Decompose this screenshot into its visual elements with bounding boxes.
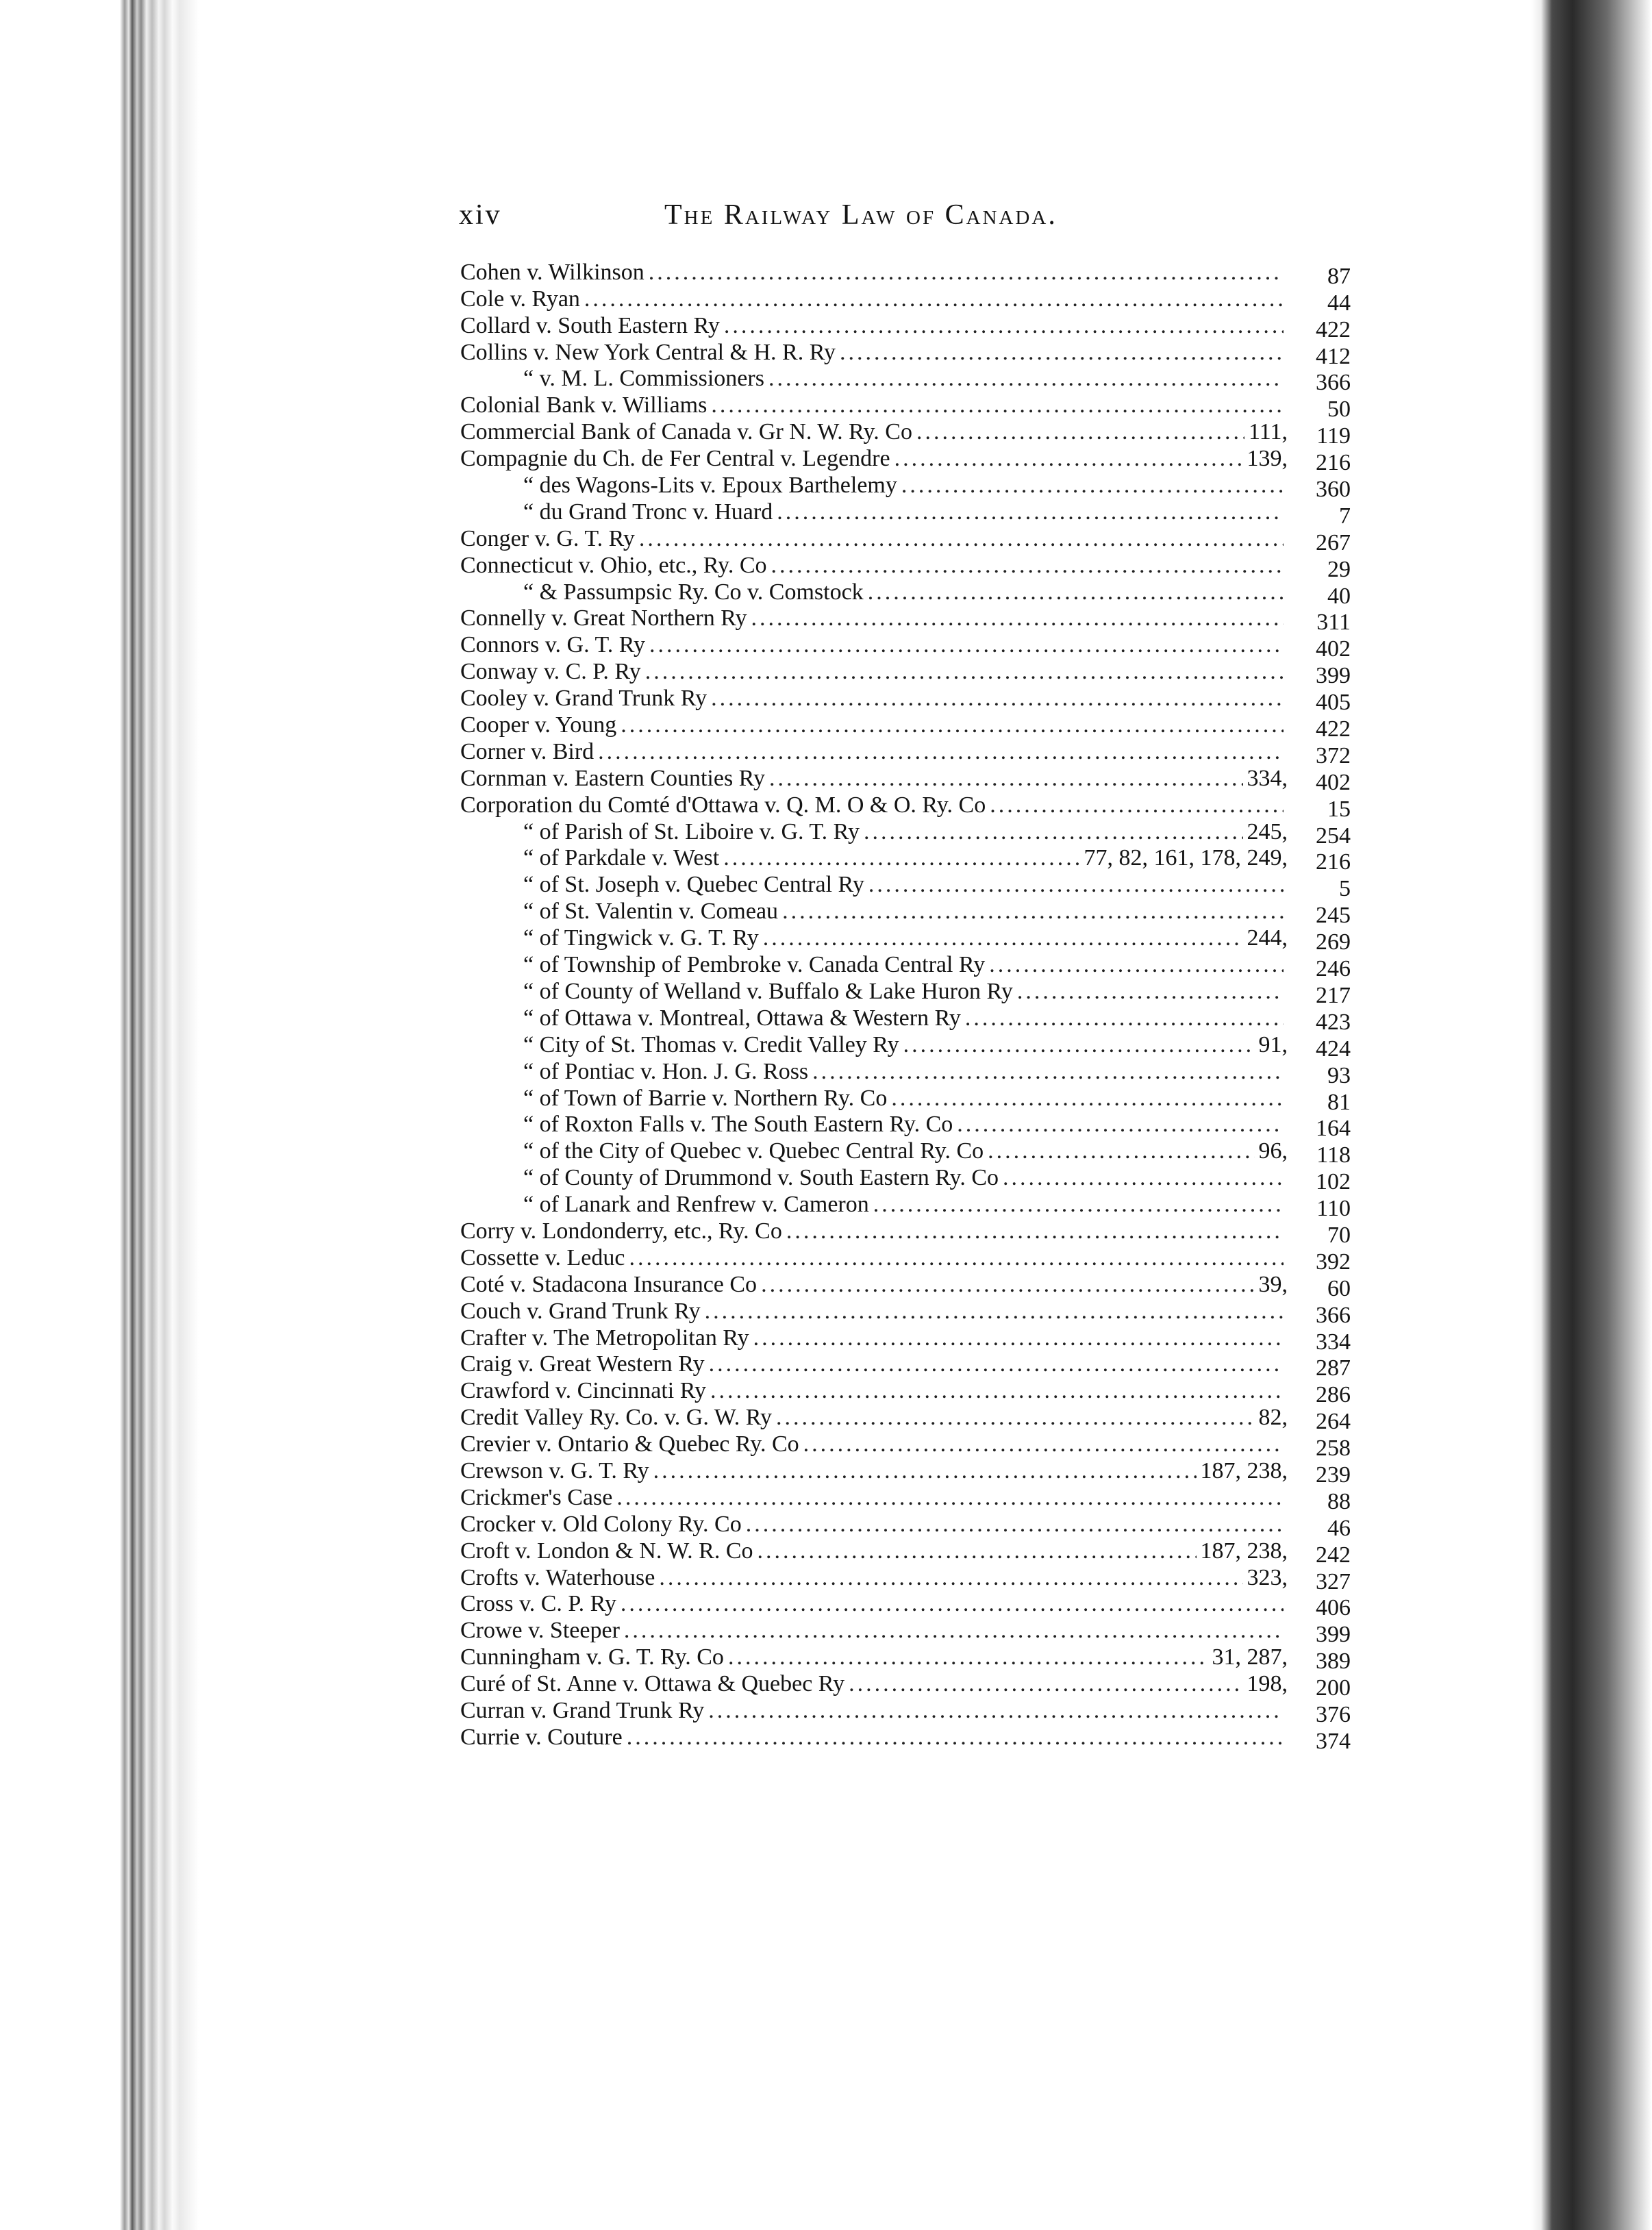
index-entry bbox=[460, 765, 1351, 795]
index-entry bbox=[460, 1431, 1351, 1462]
index-entry bbox=[460, 738, 1351, 768]
case-name: Cole v. Ryan bbox=[460, 286, 580, 312]
final-page-reference: 366 bbox=[1316, 370, 1351, 396]
index-entry bbox=[460, 1377, 1351, 1408]
index-entry bbox=[460, 658, 1351, 689]
final-page-reference: 389 bbox=[1316, 1649, 1351, 1675]
page-references: 91, bbox=[1258, 1031, 1288, 1057]
case-name: “ of Parish of St. Liboire v. G. T. Ry bbox=[523, 818, 860, 844]
case-name: Compagnie du Ch. de Fer Central v. Legendre bbox=[460, 446, 890, 472]
case-name: Crawford v. Cincinnati Ry bbox=[460, 1378, 707, 1404]
final-page-reference: 423 bbox=[1316, 1009, 1351, 1035]
index-entry bbox=[460, 631, 1351, 662]
case-name: “ des Wagons-Lits v. Epoux Barthelemy bbox=[523, 473, 897, 499]
dot-leader bbox=[1003, 1165, 1284, 1191]
final-page-reference: 46 bbox=[1327, 1515, 1351, 1541]
final-page-reference: 424 bbox=[1316, 1036, 1351, 1062]
dot-leader bbox=[803, 1431, 1284, 1457]
dot-leader bbox=[627, 1725, 1284, 1751]
dot-leader bbox=[711, 686, 1284, 712]
index-entry bbox=[460, 1591, 1351, 1621]
dot-leader bbox=[957, 1112, 1284, 1138]
case-name: Collard v. South Eastern Ry bbox=[460, 312, 720, 338]
index-entry bbox=[460, 712, 1351, 742]
page-references: 187, 238, bbox=[1200, 1538, 1288, 1564]
final-page-reference: 239 bbox=[1316, 1462, 1351, 1488]
dot-leader bbox=[768, 366, 1284, 392]
index-entry bbox=[460, 605, 1351, 636]
case-name: Conger v. G. T. Ry bbox=[460, 525, 635, 551]
final-page-reference: 392 bbox=[1316, 1249, 1351, 1275]
final-page-reference: 254 bbox=[1316, 823, 1351, 849]
final-page-reference: 217 bbox=[1316, 982, 1351, 1008]
dot-leader bbox=[649, 632, 1284, 658]
final-page-reference: 81 bbox=[1327, 1089, 1351, 1115]
case-name: Crowe v. Steeper bbox=[460, 1618, 620, 1644]
case-name: Couch v. Grand Trunk Ry bbox=[460, 1298, 701, 1324]
dot-leader bbox=[990, 792, 1284, 818]
final-page-reference: 50 bbox=[1327, 397, 1351, 423]
page-references: 198, bbox=[1247, 1671, 1288, 1697]
dot-leader bbox=[639, 526, 1284, 552]
page-references: 245, bbox=[1247, 818, 1288, 844]
dot-leader bbox=[840, 340, 1284, 366]
index-entry bbox=[460, 339, 1351, 369]
index-entry bbox=[460, 792, 1351, 822]
index-entry bbox=[460, 552, 1351, 582]
final-page-reference: 245 bbox=[1316, 903, 1351, 929]
case-name: “ City of St. Thomas v. Credit Valley Ry bbox=[523, 1031, 899, 1057]
dot-leader bbox=[753, 1325, 1284, 1351]
final-page-reference: 360 bbox=[1316, 477, 1351, 503]
case-name: “ of County of Welland v. Buffalo & Lake Huron Ry bbox=[523, 978, 1013, 1004]
dot-leader bbox=[621, 1591, 1284, 1617]
dot-leader bbox=[629, 1245, 1284, 1271]
final-page-reference: 119 bbox=[1316, 423, 1351, 449]
index-entry bbox=[460, 1484, 1351, 1514]
dot-leader bbox=[659, 1565, 1242, 1591]
final-page-reference: 110 bbox=[1316, 1196, 1351, 1222]
case-name: Crevier v. Ontario & Quebec Ry. Co bbox=[460, 1431, 799, 1457]
index-entry bbox=[460, 1457, 1351, 1488]
dot-leader bbox=[864, 819, 1243, 845]
final-page-reference: 40 bbox=[1327, 583, 1351, 609]
case-name: Colonial Bank v. Williams bbox=[460, 392, 708, 418]
index-entry bbox=[460, 286, 1351, 316]
case-name: “ of Roxton Falls v. The South Eastern Ry. Co bbox=[523, 1112, 953, 1138]
final-page-reference: 7 bbox=[1339, 503, 1351, 529]
case-name: Cohen v. Wilkinson bbox=[460, 259, 644, 285]
index-entry bbox=[460, 1058, 1351, 1088]
case-name: Corner v. Bird bbox=[460, 738, 595, 764]
dot-leader bbox=[903, 1032, 1255, 1058]
index-entry bbox=[460, 499, 1351, 529]
final-page-reference: 327 bbox=[1316, 1568, 1351, 1594]
dot-leader bbox=[711, 392, 1284, 418]
final-page-reference: 118 bbox=[1316, 1142, 1351, 1168]
dot-leader bbox=[812, 1059, 1284, 1085]
case-name: Cossette v. Leduc bbox=[460, 1244, 625, 1270]
final-page-reference: 264 bbox=[1316, 1409, 1351, 1435]
dot-leader bbox=[777, 499, 1284, 525]
dot-leader bbox=[728, 1644, 1208, 1670]
page-references: 77, 82, 161, 178, 249, bbox=[1084, 845, 1288, 871]
dot-leader bbox=[776, 1405, 1254, 1431]
final-page-reference: 366 bbox=[1316, 1302, 1351, 1328]
dot-leader bbox=[1017, 979, 1284, 1005]
final-page-reference: 402 bbox=[1316, 636, 1351, 662]
final-page-reference: 93 bbox=[1327, 1062, 1351, 1088]
final-page-reference: 246 bbox=[1316, 956, 1351, 982]
dot-leader bbox=[710, 1378, 1284, 1404]
page-references: 187, 238, bbox=[1200, 1457, 1288, 1483]
final-page-reference: 102 bbox=[1316, 1169, 1351, 1195]
index-entry bbox=[460, 1218, 1351, 1248]
index-entry bbox=[460, 1244, 1351, 1275]
dot-leader bbox=[649, 260, 1284, 286]
final-page-reference: 267 bbox=[1316, 529, 1351, 555]
case-name: “ & Passumpsic Ry. Co v. Comstock bbox=[523, 579, 864, 605]
dot-leader bbox=[894, 446, 1243, 472]
case-name: Curran v. Grand Trunk Ry bbox=[460, 1697, 705, 1723]
dot-leader bbox=[709, 1351, 1284, 1377]
dot-leader bbox=[758, 1538, 1197, 1564]
dot-leader bbox=[653, 1458, 1197, 1484]
final-page-reference: 412 bbox=[1316, 343, 1351, 369]
index-entry bbox=[460, 525, 1351, 555]
case-name: “ of Ottawa v. Montreal, Ottawa & Western Ry bbox=[523, 1005, 961, 1031]
index-entry bbox=[460, 1404, 1351, 1435]
index-entry bbox=[460, 445, 1351, 476]
final-page-reference: 29 bbox=[1327, 556, 1351, 582]
index-entry bbox=[460, 1670, 1351, 1701]
case-name: Conway v. C. P. Ry bbox=[460, 659, 641, 685]
page-references: 139, bbox=[1247, 446, 1288, 472]
index-entry bbox=[460, 978, 1351, 1008]
dot-leader bbox=[705, 1299, 1284, 1325]
case-name: Connelly v. Great Northern Ry bbox=[460, 605, 747, 631]
dot-leader bbox=[782, 899, 1284, 925]
final-page-reference: 399 bbox=[1316, 1622, 1351, 1648]
final-page-reference: 399 bbox=[1316, 663, 1351, 689]
final-page-reference: 405 bbox=[1316, 690, 1351, 716]
final-page-reference: 334 bbox=[1316, 1329, 1351, 1355]
index-entry bbox=[460, 951, 1351, 982]
index-entry bbox=[460, 1138, 1351, 1168]
case-name: Coté v. Stadacona Insurance Co bbox=[460, 1271, 758, 1297]
case-name: “ of St. Joseph v. Quebec Central Ry bbox=[523, 872, 864, 898]
final-page-reference: 311 bbox=[1316, 610, 1351, 636]
final-page-reference: 216 bbox=[1316, 450, 1351, 476]
index-entry bbox=[460, 925, 1351, 955]
dot-leader bbox=[616, 1485, 1284, 1511]
index-entry bbox=[460, 1112, 1351, 1142]
case-name: “ of Parkdale v. West bbox=[523, 845, 720, 871]
case-name: Crofts v. Waterhouse bbox=[460, 1564, 655, 1590]
book-title: The Railway Law of Canada. bbox=[664, 199, 1057, 231]
final-page-reference: 164 bbox=[1316, 1116, 1351, 1142]
dot-leader bbox=[751, 605, 1284, 631]
final-page-reference: 5 bbox=[1339, 876, 1351, 902]
index-entry bbox=[460, 1164, 1351, 1195]
page-references: 334, bbox=[1247, 765, 1288, 791]
index-entry bbox=[460, 1298, 1351, 1328]
dot-leader bbox=[621, 712, 1284, 738]
final-page-reference: 287 bbox=[1316, 1355, 1351, 1381]
case-name: “ du Grand Tronc v. Huard bbox=[523, 499, 773, 525]
final-page-reference: 242 bbox=[1316, 1542, 1351, 1568]
index-entry bbox=[460, 418, 1351, 449]
index-entry bbox=[460, 871, 1351, 902]
final-page-reference: 406 bbox=[1316, 1595, 1351, 1621]
page-references: 31, 287, bbox=[1212, 1644, 1288, 1670]
running-head bbox=[459, 199, 1377, 240]
index-entry bbox=[460, 1351, 1351, 1381]
case-name: Connecticut v. Ohio, etc., Ry. Co bbox=[460, 552, 767, 578]
dot-leader bbox=[891, 1086, 1284, 1112]
case-name: Corry v. Londonderry, etc., Ry. Co bbox=[460, 1218, 782, 1244]
dot-leader bbox=[746, 1512, 1284, 1538]
case-name: “ v. M. L. Commissioners bbox=[523, 366, 764, 392]
case-name: “ of Lanark and Renfrew v. Cameron bbox=[523, 1192, 869, 1218]
index-entry bbox=[460, 1697, 1351, 1727]
final-page-reference: 88 bbox=[1327, 1488, 1351, 1514]
index-entry bbox=[460, 392, 1351, 423]
page-references: 244, bbox=[1247, 925, 1288, 951]
page-edge-shadow bbox=[1531, 0, 1652, 2230]
dot-leader bbox=[965, 1005, 1284, 1031]
index-entry bbox=[460, 1085, 1351, 1115]
case-name: Crafter v. The Metropolitan Ry bbox=[460, 1325, 749, 1351]
final-page-reference: 216 bbox=[1316, 849, 1351, 875]
dot-leader bbox=[584, 286, 1284, 312]
dot-leader bbox=[868, 872, 1284, 898]
case-name: Crickmer's Case bbox=[460, 1484, 613, 1510]
final-page-reference: 286 bbox=[1316, 1382, 1351, 1408]
final-page-reference: 422 bbox=[1316, 716, 1351, 742]
case-name: “ of Pontiac v. Hon. J. G. Ross bbox=[523, 1058, 809, 1084]
case-name: Crewson v. G. T. Ry bbox=[460, 1457, 649, 1483]
index-entry bbox=[460, 1564, 1351, 1594]
case-name: Cross v. C. P. Ry bbox=[460, 1591, 616, 1617]
case-name: “ of Town of Barrie v. Northern Ry. Co bbox=[523, 1085, 888, 1111]
case-name: Crocker v. Old Colony Ry. Co bbox=[460, 1511, 742, 1537]
page-references: 323, bbox=[1247, 1564, 1288, 1590]
final-page-reference: 374 bbox=[1316, 1728, 1351, 1754]
final-page-reference: 269 bbox=[1316, 929, 1351, 955]
index-entry bbox=[460, 845, 1351, 875]
case-name: Currie v. Couture bbox=[460, 1724, 623, 1750]
dot-leader bbox=[624, 1618, 1284, 1644]
case-name: “ of St. Valentin v. Comeau bbox=[523, 899, 779, 925]
case-name: Collins v. New York Central & H. R. Ry bbox=[460, 339, 836, 365]
page-number: xiv bbox=[459, 199, 502, 231]
index-entry bbox=[460, 1271, 1351, 1301]
final-page-reference: 60 bbox=[1327, 1275, 1351, 1301]
index-entry bbox=[460, 472, 1351, 503]
index-entry bbox=[460, 1031, 1351, 1062]
case-name: Connors v. G. T. Ry bbox=[460, 632, 646, 658]
case-name: Croft v. London & N. W. R. Co bbox=[460, 1538, 753, 1564]
case-name: “ of the City of Quebec v. Quebec Central Ry. Co bbox=[523, 1138, 984, 1164]
index-entry bbox=[460, 1617, 1351, 1648]
index-entry bbox=[460, 1325, 1351, 1355]
case-name: “ of County of Drummond v. South Eastern Ry. Co bbox=[523, 1165, 999, 1191]
final-page-reference: 422 bbox=[1316, 316, 1351, 342]
dot-leader bbox=[849, 1671, 1242, 1697]
dot-leader bbox=[988, 1138, 1254, 1164]
index-entry bbox=[460, 1538, 1351, 1568]
index-entry bbox=[460, 366, 1351, 396]
final-page-reference: 15 bbox=[1327, 796, 1351, 822]
dot-leader bbox=[771, 553, 1284, 579]
dot-leader bbox=[901, 473, 1284, 499]
final-page-reference: 70 bbox=[1327, 1222, 1351, 1248]
case-name: Corporation du Comté d'Ottawa v. Q. M. O & O. Ry. Co bbox=[460, 792, 986, 818]
final-page-reference: 402 bbox=[1316, 769, 1351, 795]
case-name: “ of Tingwick v. G. T. Ry bbox=[523, 925, 759, 951]
index-entry bbox=[460, 312, 1351, 342]
dot-leader bbox=[868, 579, 1284, 605]
index-entry bbox=[460, 898, 1351, 929]
final-page-reference: 200 bbox=[1316, 1675, 1351, 1701]
dot-leader bbox=[761, 1272, 1254, 1298]
case-name: Curé of St. Anne v. Ottawa & Quebec Ry bbox=[460, 1671, 845, 1697]
case-name: Credit Valley Ry. Co. v. G. W. Ry bbox=[460, 1405, 773, 1431]
book-binding-edge bbox=[0, 0, 199, 2230]
final-page-reference: 44 bbox=[1327, 290, 1351, 316]
index-entry bbox=[460, 1724, 1351, 1754]
dot-leader bbox=[723, 845, 1079, 871]
dot-leader bbox=[645, 659, 1284, 685]
dot-leader bbox=[786, 1218, 1284, 1244]
dot-leader bbox=[763, 925, 1243, 951]
index-entry bbox=[460, 579, 1351, 609]
index-entry bbox=[460, 1511, 1351, 1541]
final-page-reference: 258 bbox=[1316, 1436, 1351, 1462]
dot-leader bbox=[724, 313, 1284, 339]
index-entry bbox=[460, 1644, 1351, 1675]
index-entry bbox=[460, 1191, 1351, 1222]
case-name: Cornman v. Eastern Counties Ry bbox=[460, 765, 765, 791]
index-entry bbox=[460, 685, 1351, 716]
index-entry bbox=[460, 259, 1351, 289]
final-page-reference: 372 bbox=[1316, 742, 1351, 768]
dot-leader bbox=[769, 766, 1243, 792]
case-name: Commercial Bank of Canada v. Gr N. W. Ry. Co bbox=[460, 419, 912, 445]
dot-leader bbox=[708, 1698, 1284, 1724]
index-entry bbox=[460, 818, 1351, 849]
case-name: Cooley v. Grand Trunk Ry bbox=[460, 686, 708, 712]
case-name: Craig v. Great Western Ry bbox=[460, 1351, 705, 1377]
page-references: 82, bbox=[1258, 1405, 1288, 1431]
dot-leader bbox=[598, 739, 1284, 765]
index-entry bbox=[460, 1005, 1351, 1035]
dot-leader bbox=[873, 1192, 1284, 1218]
final-page-reference: 87 bbox=[1327, 263, 1351, 289]
final-page-reference: 376 bbox=[1316, 1701, 1351, 1727]
dot-leader bbox=[916, 419, 1244, 445]
page-references: 39, bbox=[1258, 1271, 1288, 1297]
case-name: Cooper v. Young bbox=[460, 712, 617, 738]
case-name: Cunningham v. G. T. Ry. Co bbox=[460, 1644, 724, 1670]
page-references: 96, bbox=[1258, 1138, 1288, 1164]
table-of-cases bbox=[460, 259, 1351, 1786]
dot-leader bbox=[989, 952, 1284, 978]
case-name: “ of Township of Pembroke v. Canada Central Ry bbox=[523, 952, 986, 978]
page-references: 111, bbox=[1249, 419, 1288, 445]
